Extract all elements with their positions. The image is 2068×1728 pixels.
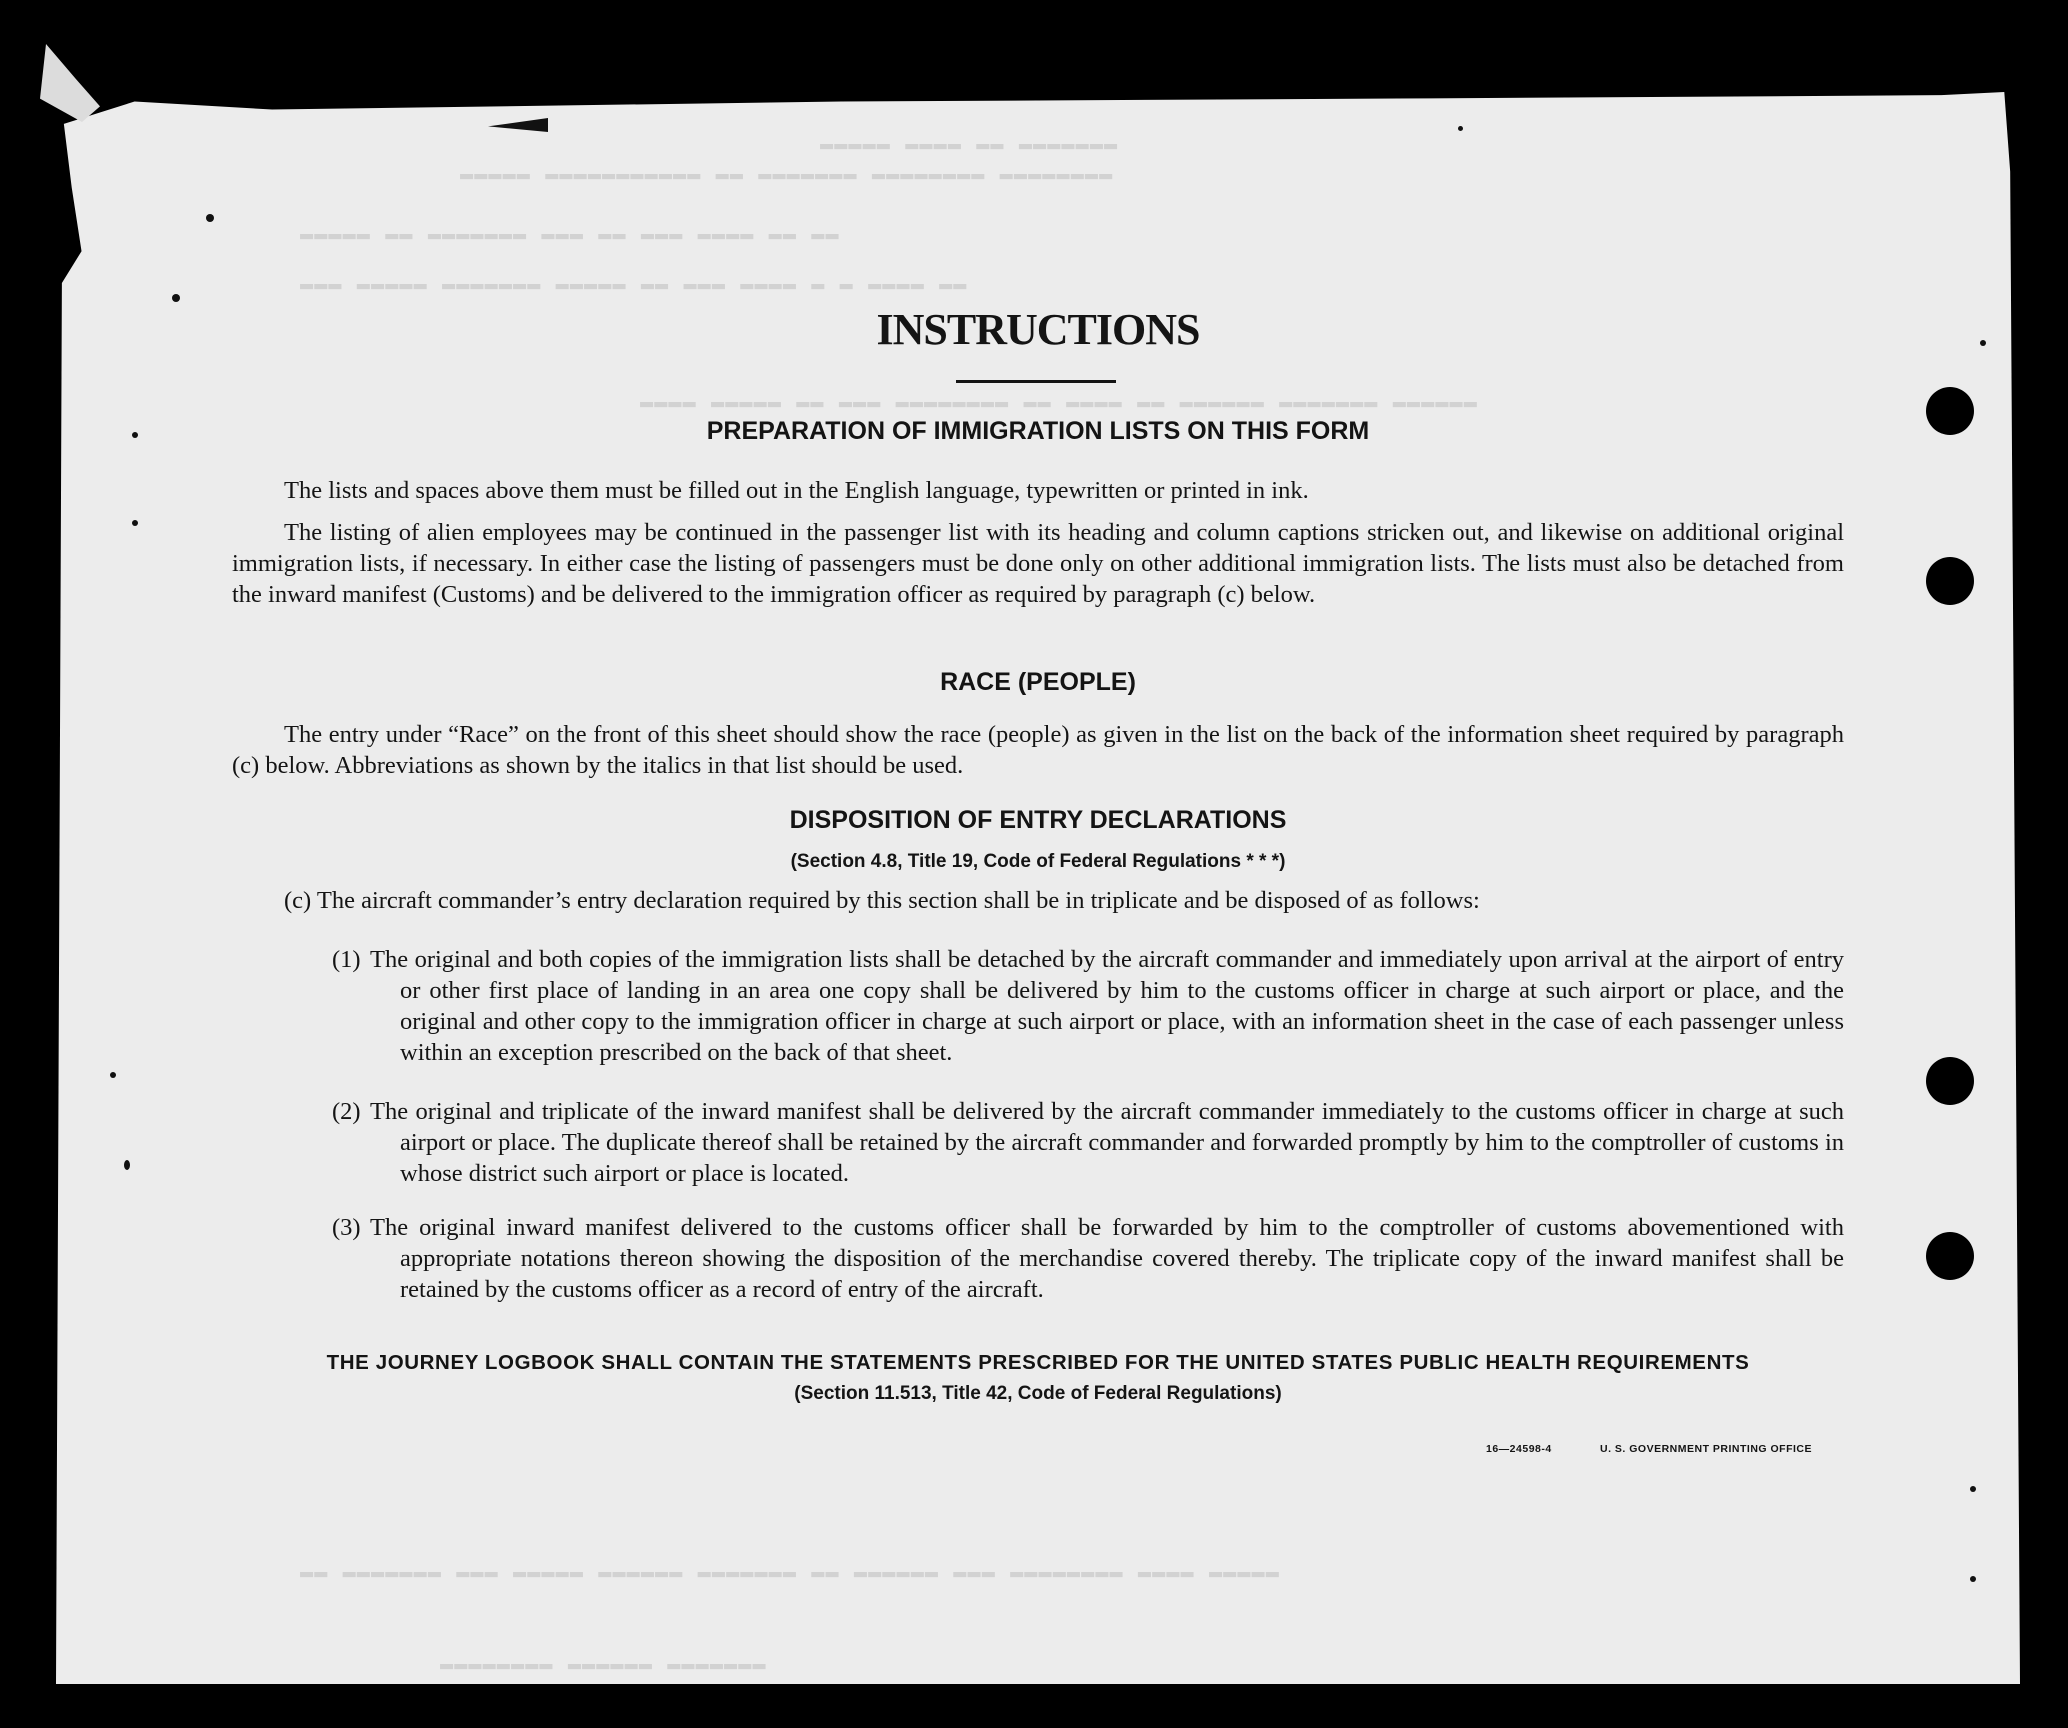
speck: [110, 1072, 116, 1078]
section-citation: (Section 4.8, Title 19, Code of Federal Regulations * * *): [790, 851, 1286, 872]
speck: [172, 294, 180, 302]
show-through-line: ▬▬▬▬▬ ▬▬ ▬▬▬▬▬▬▬ ▬▬▬ ▬▬ ▬▬▬ ▬▬▬▬ ▬▬ ▬▬: [300, 222, 840, 247]
footer-citation: (Section 11.513, Title 42, Code of Federal Regulations): [794, 1383, 1282, 1404]
section-heading-preparation: PREPARATION OF IMMIGRATION LISTS ON THIS FORM: [706, 417, 1370, 445]
item-number: (3): [332, 1214, 361, 1241]
speck: [124, 1160, 130, 1170]
show-through-line: ▬▬▬▬ ▬▬▬▬▬ ▬▬ ▬▬▬ ▬▬▬▬▬▬▬▬ ▬▬ ▬▬▬▬ ▬▬ ▬▬▬▬▬▬ ▬▬▬▬▬▬▬ ▬▬▬▬▬▬: [640, 390, 1478, 415]
torn-corner: [40, 44, 100, 122]
item-number: (2): [332, 1098, 361, 1125]
item-paragraph: The original and both copies of the immigration lists shall be detached by the aircraft commander and immediately upon arrival at the airport of entry or other first place of landing in an area one copy shall be delivered by him to the customs officer in charge at such airport or place, and the original and other copy to the immigration officer in charge at such airport or place, with an information sheet in the case of each passenger unless within an exception prescribed on the back of that sheet.: [370, 946, 1844, 1066]
speck: [132, 432, 138, 438]
show-through-line: ▬▬▬▬▬ ▬▬▬▬▬▬▬▬▬▬▬ ▬▬ ▬▬▬▬▬▬▬ ▬▬▬▬▬▬▬▬ ▬▬▬▬▬▬▬▬: [460, 162, 1114, 187]
speck: [1458, 126, 1463, 131]
section-heading-race: RACE (PEOPLE): [940, 668, 1136, 696]
speck: [1970, 1486, 1976, 1492]
speck: [132, 520, 138, 526]
speck: [206, 214, 214, 222]
speck: [1970, 1576, 1976, 1582]
paragraph-alien-employees: The listing of alien employees may be continued in the passenger list with its heading and column captions stricken out, and likewise on additional original immigration lists, if necessary. In either case the listing of passengers must be done only on other additional immigration lists. The lists must also be detached from the inward manifest (Customs) and be delivered to the immigration officer as required by paragraph (c) below.: [232, 519, 1844, 608]
show-through-line: ▬▬▬ ▬▬▬▬▬ ▬▬▬▬▬▬▬ ▬▬▬▬▬ ▬▬ ▬▬▬ ▬▬▬▬ ▬ ▬ ▬▬▬▬ ▬▬: [300, 272, 968, 297]
title-underline: [956, 380, 1116, 383]
paragraph-lists-language: The lists and spaces above them must be filled out in the English language, typewritten or printed in ink.: [284, 477, 1309, 504]
punch-hole: [1926, 1057, 1974, 1105]
section-heading-disposition: DISPOSITION OF ENTRY DECLARATIONS: [789, 806, 1287, 834]
item-paragraph: The original inward manifest delivered to the customs officer shall be forwarded by him to the comptroller of customs abovementioned with appropriate notations thereon showing the disposition of the merchandise covered thereby. The triplicate copy of the inward manifest shall be retained by the customs officer as a record of entry of the aircraft.: [370, 1214, 1844, 1303]
show-through-line: ▬▬▬▬▬ ▬▬▬▬ ▬▬ ▬▬▬▬▬▬▬: [820, 132, 1119, 157]
show-through-line: ▬▬▬▬▬▬▬▬ ▬▬▬▬▬▬ ▬▬▬▬▬▬▬: [440, 1652, 767, 1677]
form-print-code: 16—24598-4: [1486, 1443, 1552, 1455]
show-through-line: ▬▬ ▬▬▬▬▬▬▬ ▬▬▬ ▬▬▬▬▬ ▬▬▬▬▬▬ ▬▬▬▬▬▬▬ ▬▬ ▬▬▬▬▬▬ ▬▬▬ ▬▬▬▬▬▬▬▬ ▬▬▬▬ ▬▬▬▬▬: [300, 1560, 1280, 1585]
printer-imprint: U. S. GOVERNMENT PRINTING OFFICE: [1600, 1443, 1813, 1455]
punch-hole: [1926, 387, 1974, 435]
item-paragraph: The original and triplicate of the inward manifest shall be delivered by the aircraft commander immediately to the customs officer in charge at such airport or place. The duplicate thereof shall be retained by the aircraft commander and forwarded promptly by him to the comptroller of customs in whose district such airport or place is located.: [370, 1098, 1844, 1187]
item-number: (1): [332, 946, 361, 973]
punch-hole: [1926, 1232, 1974, 1280]
paragraph-disposition-intro: (c) The aircraft commander’s entry declaration required by this section shall be in triplicate and be disposed of as follows:: [284, 887, 1480, 914]
page-title: INSTRUCTIONS: [876, 305, 1200, 354]
footer-health-requirements: THE JOURNEY LOGBOOK SHALL CONTAIN THE STATEMENTS PRESCRIBED FOR THE UNITED STATES PUBLIC HEALTH REQUIREMENTS: [326, 1351, 1750, 1374]
paragraph-race: The entry under “Race” on the front of this sheet should show the race (people) as given in the list on the back of the information sheet required by paragraph (c) below. Abbreviations as shown by the italics in that list should be used.: [232, 721, 1844, 779]
punch-hole: [1926, 557, 1974, 605]
speck: [1980, 340, 1986, 346]
